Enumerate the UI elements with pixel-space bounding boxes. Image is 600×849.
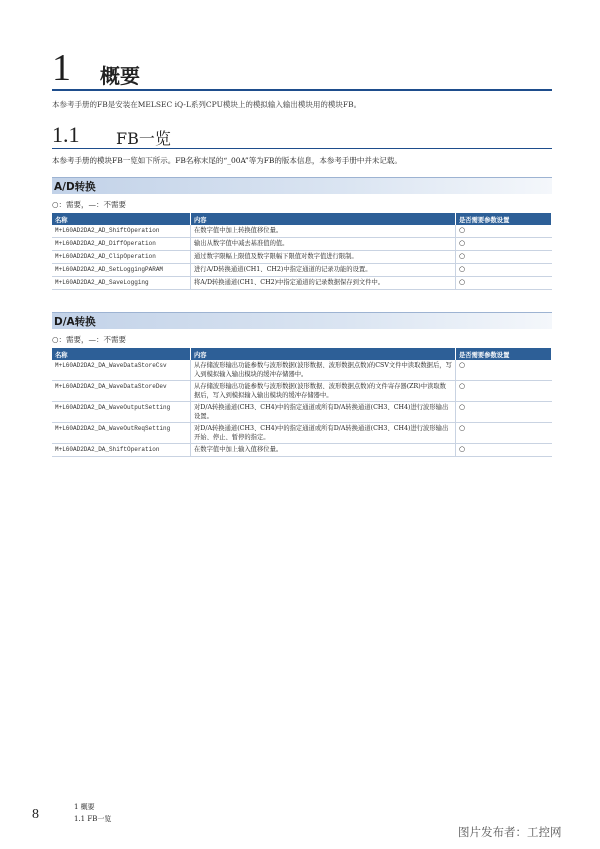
param-required: ○: [456, 251, 552, 264]
da-subheading: D/A转换: [54, 316, 96, 328]
fb-description: 在数字值中加上转换值移位量。: [191, 225, 456, 238]
table-row: [52, 238, 552, 251]
ad-fb-table: [52, 213, 552, 290]
ad-subheading-band: [52, 177, 552, 194]
chapter-title: 概要: [100, 64, 140, 88]
fb-name: M+L60AD2DA2_AD_DiffOperation: [52, 238, 191, 251]
da-fb-table: [52, 348, 552, 457]
da-subheading-band: [52, 312, 552, 329]
param-required: ○: [456, 238, 552, 251]
table-row: [52, 264, 552, 277]
section-heading: [52, 122, 552, 148]
table-row: [52, 360, 552, 381]
fb-name: M+L60AD2DA2_AD_SaveLogging: [52, 277, 191, 290]
table-header-row: [52, 348, 552, 360]
fb-name: M+L60AD2DA2_AD_ShiftOperation: [52, 225, 191, 238]
fb-name: M+L60AD2DA2_DA_WaveOutReqSetting: [52, 423, 191, 444]
fb-description: 对D/A转换通道(CH3、CH4)中的指定通道或所有D/A转换通道(CH3、CH4)进行波形输出设置。: [191, 402, 456, 423]
param-required: ○: [456, 360, 552, 381]
table-row: [52, 402, 552, 423]
column-header-content: 内容: [191, 213, 456, 225]
fb-description: 在数字值中加上输入值移位量。: [191, 444, 456, 457]
table-row: [52, 423, 552, 444]
page-number: 8: [32, 807, 39, 822]
column-header-name: 名称: [52, 348, 191, 360]
fb-name: M+L60AD2DA2_AD_ClipOperation: [52, 251, 191, 264]
ad-legend: ○：需要，—：不需要: [52, 200, 127, 209]
param-required: ○: [456, 423, 552, 444]
footer-section-ref: 1.1 FB一览: [74, 815, 112, 823]
param-required: ○: [456, 264, 552, 277]
fb-name: M+L60AD2DA2_DA_WaveDataStoreCsv: [52, 360, 191, 381]
fb-name: M+L60AD2DA2_DA_WaveDataStoreDev: [52, 381, 191, 402]
column-header-name: 名称: [52, 213, 191, 225]
chapter-heading: [52, 48, 552, 92]
param-required: ○: [456, 444, 552, 457]
param-required: ○: [456, 381, 552, 402]
fb-description: 输出从数字值中减去基准值的值。: [191, 238, 456, 251]
fb-description: 从存储波形输出功能参数与波形数据(波形数据、波形数据点数)的CSV文件中读取数据后，写入到模拟输入输出模块的缓冲存储器中。: [191, 360, 456, 381]
fb-name: M+L60AD2DA2_DA_WaveOutputSetting: [52, 402, 191, 423]
table-row: [52, 444, 552, 457]
param-required: ○: [456, 277, 552, 290]
fb-name: M+L60AD2DA2_AD_SetLoggingPARAM: [52, 264, 191, 277]
section-number: 1.1: [52, 122, 80, 147]
table-row: [52, 381, 552, 402]
table-row: [52, 251, 552, 264]
chapter-intro: 本参考手册的FB是安装在MELSEC iQ-L系列CPU模块上的模拟输入输出模块用的模块FB。: [52, 100, 362, 109]
publisher-watermark: 图片发布者：工控网: [458, 825, 562, 839]
ad-subheading: A/D转换: [54, 181, 96, 193]
table-header-row: [52, 213, 552, 225]
section-divider: [52, 148, 552, 149]
section-title: FB一览: [116, 129, 171, 148]
param-required: ○: [456, 402, 552, 423]
footer-chapter-ref: 1 概要: [74, 803, 95, 811]
fb-description: 通过数字限幅上限值及数字限幅下限值对数字值进行限制。: [191, 251, 456, 264]
table-row: [52, 277, 552, 290]
column-header-content: 内容: [191, 348, 456, 360]
da-legend: ○：需要，—：不需要: [52, 335, 127, 344]
param-required: ○: [456, 225, 552, 238]
fb-description: 对D/A转换通道(CH3、CH4)中的指定通道或所有D/A转换通道(CH3、CH4)进行波形输出开始、停止、暂停的指定。: [191, 423, 456, 444]
column-header-param: 是否需要参数设置: [456, 213, 552, 225]
fb-description: 从存储波形输出功能参数与波形数据(波形数据、波形数据点数)的文件寄存器(ZR)中读取数据后，写入到模拟输入输出模块的缓冲存储器中。: [191, 381, 456, 402]
table-row: [52, 225, 552, 238]
fb-description: 进行A/D转换通道(CH1、CH2)中指定通道的记录功能的设置。: [191, 264, 456, 277]
chapter-divider: [52, 89, 552, 91]
chapter-number: 1: [52, 47, 71, 89]
fb-name: M+L60AD2DA2_DA_ShiftOperation: [52, 444, 191, 457]
fb-description: 将A/D转换通道(CH1、CH2)中指定通道的记录数据保存到文件中。: [191, 277, 456, 290]
section-intro: 本参考手册的模块FB一览如下所示。FB名称末尾的“_00A”等为FB的版本信息，本参考手册中并未记载。: [52, 156, 402, 165]
column-header-param: 是否需要参数设置: [456, 348, 552, 360]
